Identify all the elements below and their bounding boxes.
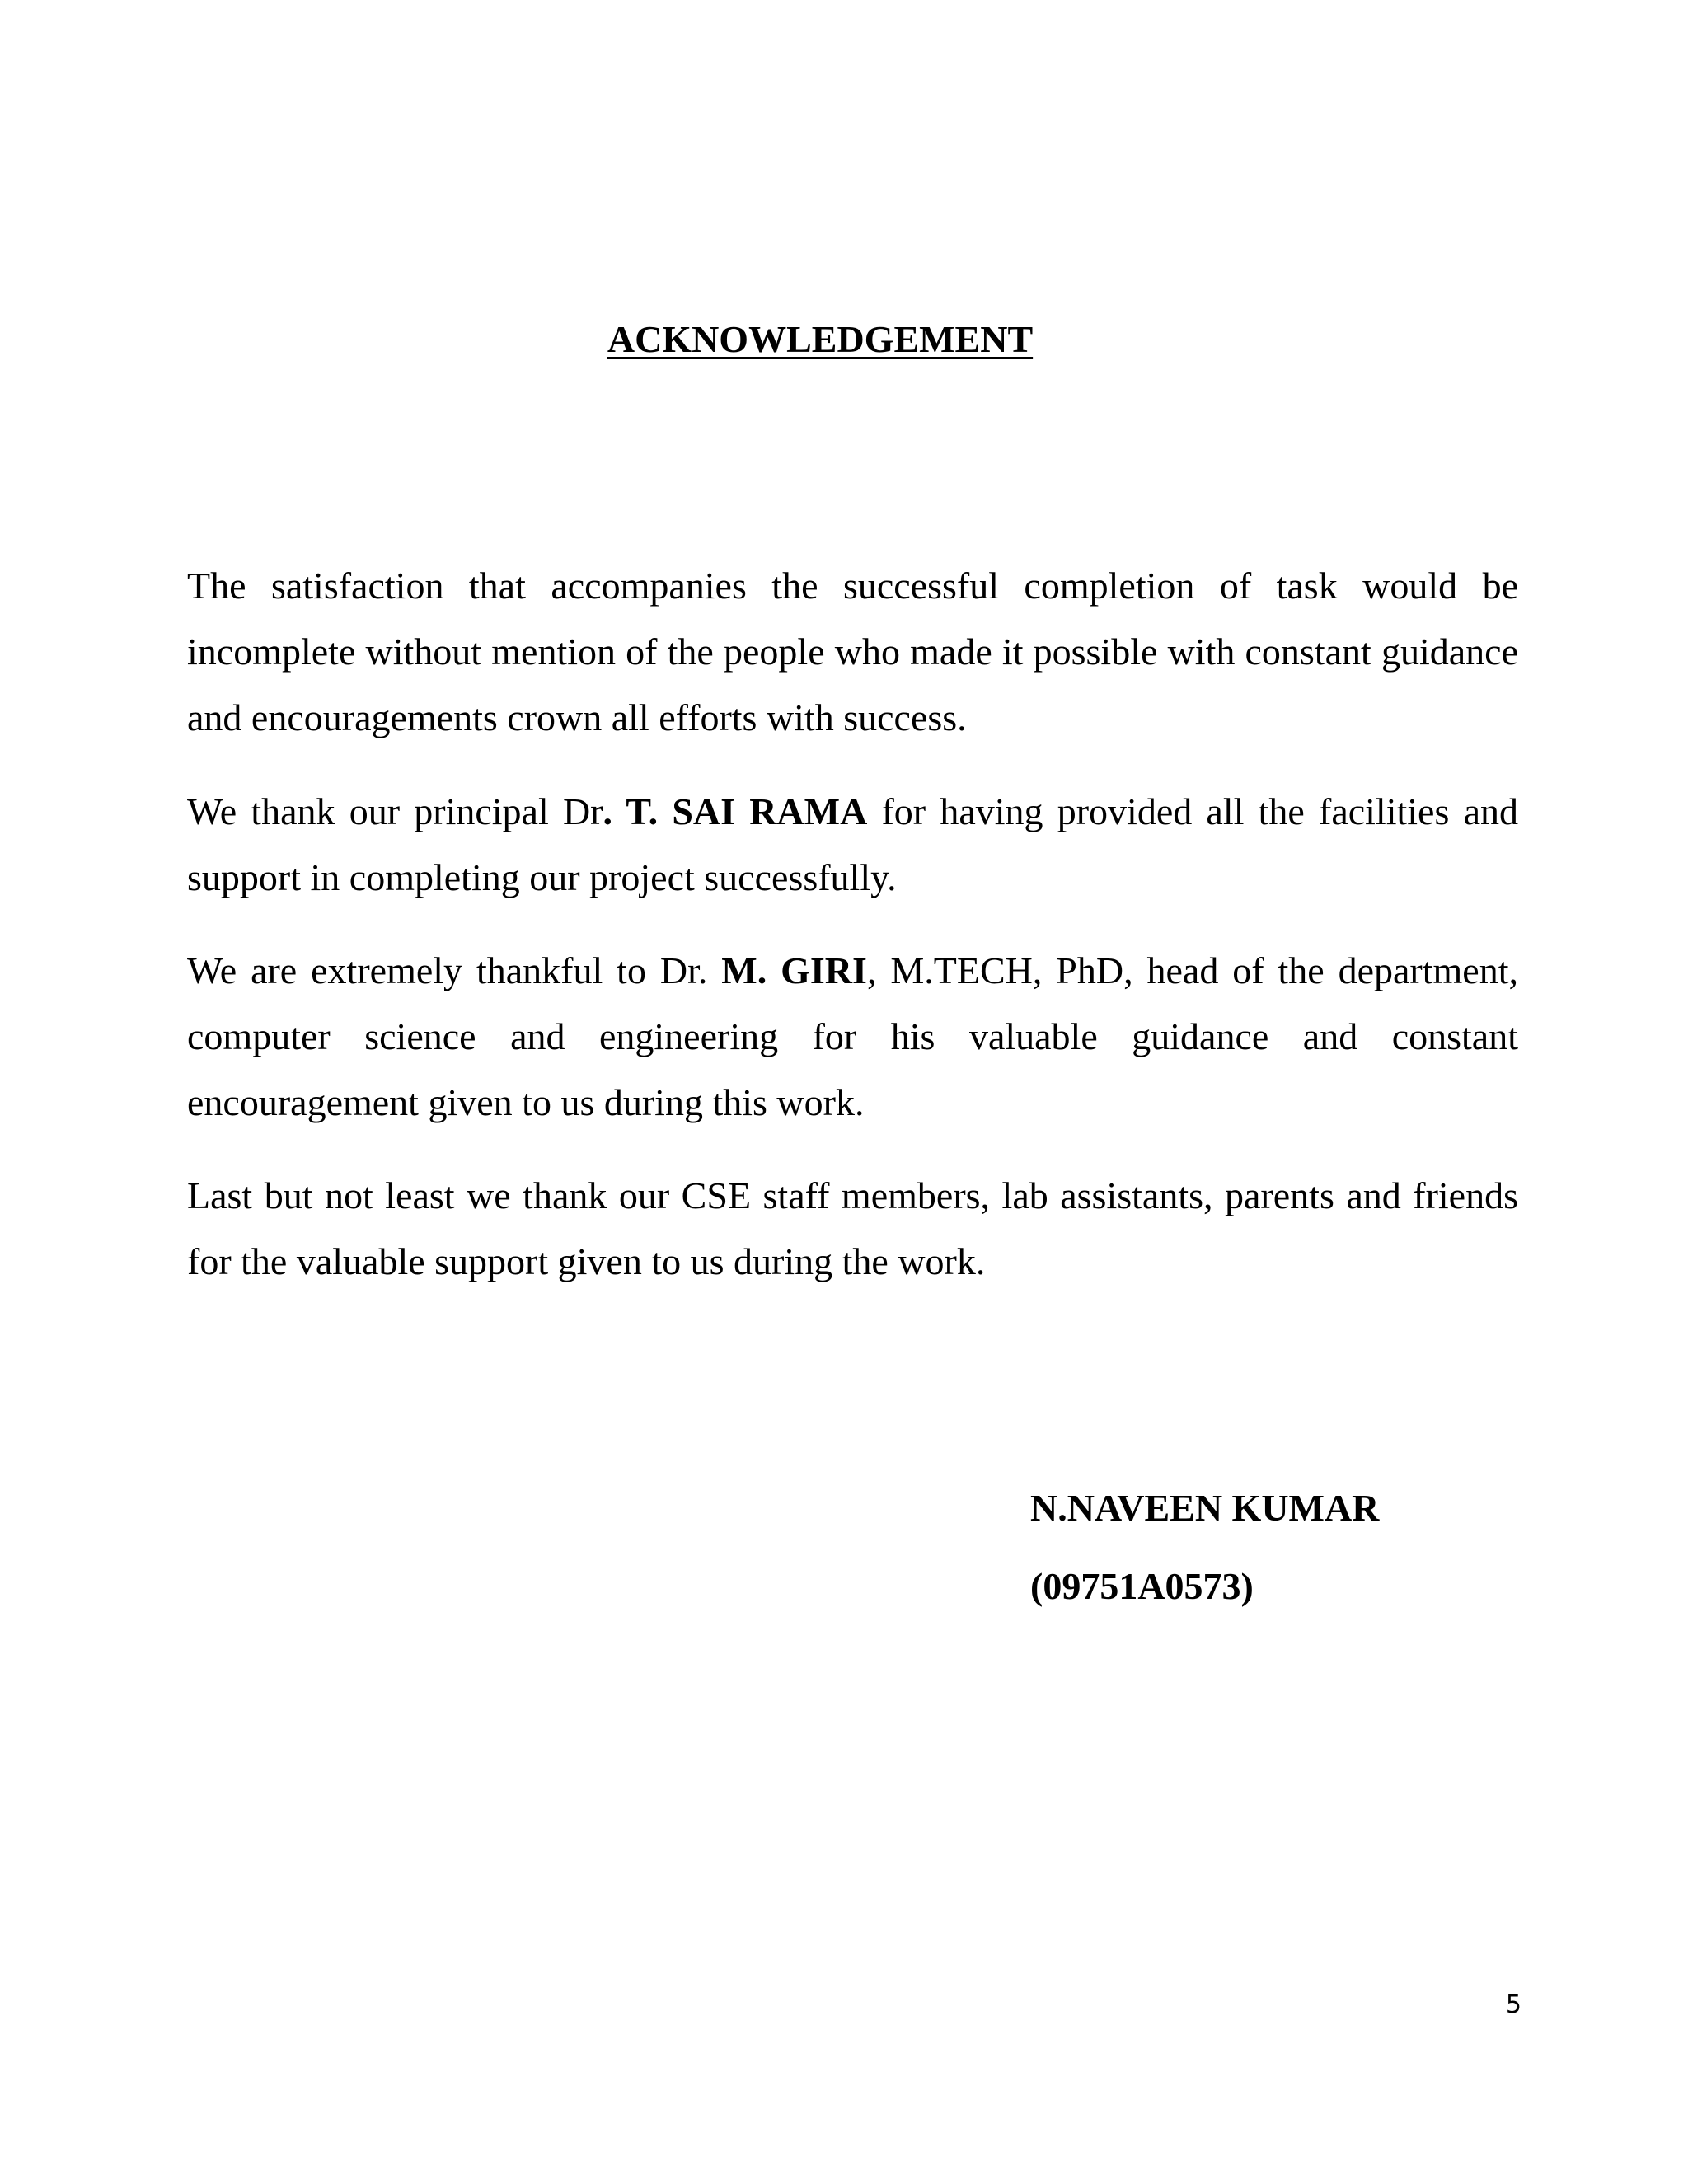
hod-name: M. GIRI [721, 949, 867, 991]
signature-name: N.NAVEEN KUMAR [1030, 1487, 1380, 1529]
paragraph-hod-thanks [187, 938, 1518, 1136]
paragraph-text: , M.TECH, PhD, head of the department, computer science and engineering for his valuable guidance and constant encouragement given to us during this work. [187, 949, 1518, 1123]
page-number: 5 [1505, 1990, 1522, 2019]
paragraph-text: for having provided all the facilities and support in completing our project successfully. [187, 790, 1518, 898]
paragraph-principal-thanks [187, 779, 1518, 911]
principal-name: . T. SAI RAMA [603, 790, 868, 832]
paragraph-staff-thanks: Last but not least we thank our CSE staff members, lab assistants, parents and friends for the valuable support given to us during the work. [187, 1174, 1518, 1282]
paragraph-text: We thank our principal Dr [187, 790, 603, 832]
paragraph-satisfaction: The satisfaction that accompanies the successful completion of task would be incomplete without mention of the people who made it possible with constant guidance and encouragements crown all efforts with success. [187, 565, 1518, 738]
signature-roll-number: (09751A0573) [1030, 1565, 1254, 1607]
paragraph-text: We are extremely thankful to Dr. [187, 949, 722, 991]
page-title: ACKNOWLEDGEMENT [607, 318, 1034, 360]
